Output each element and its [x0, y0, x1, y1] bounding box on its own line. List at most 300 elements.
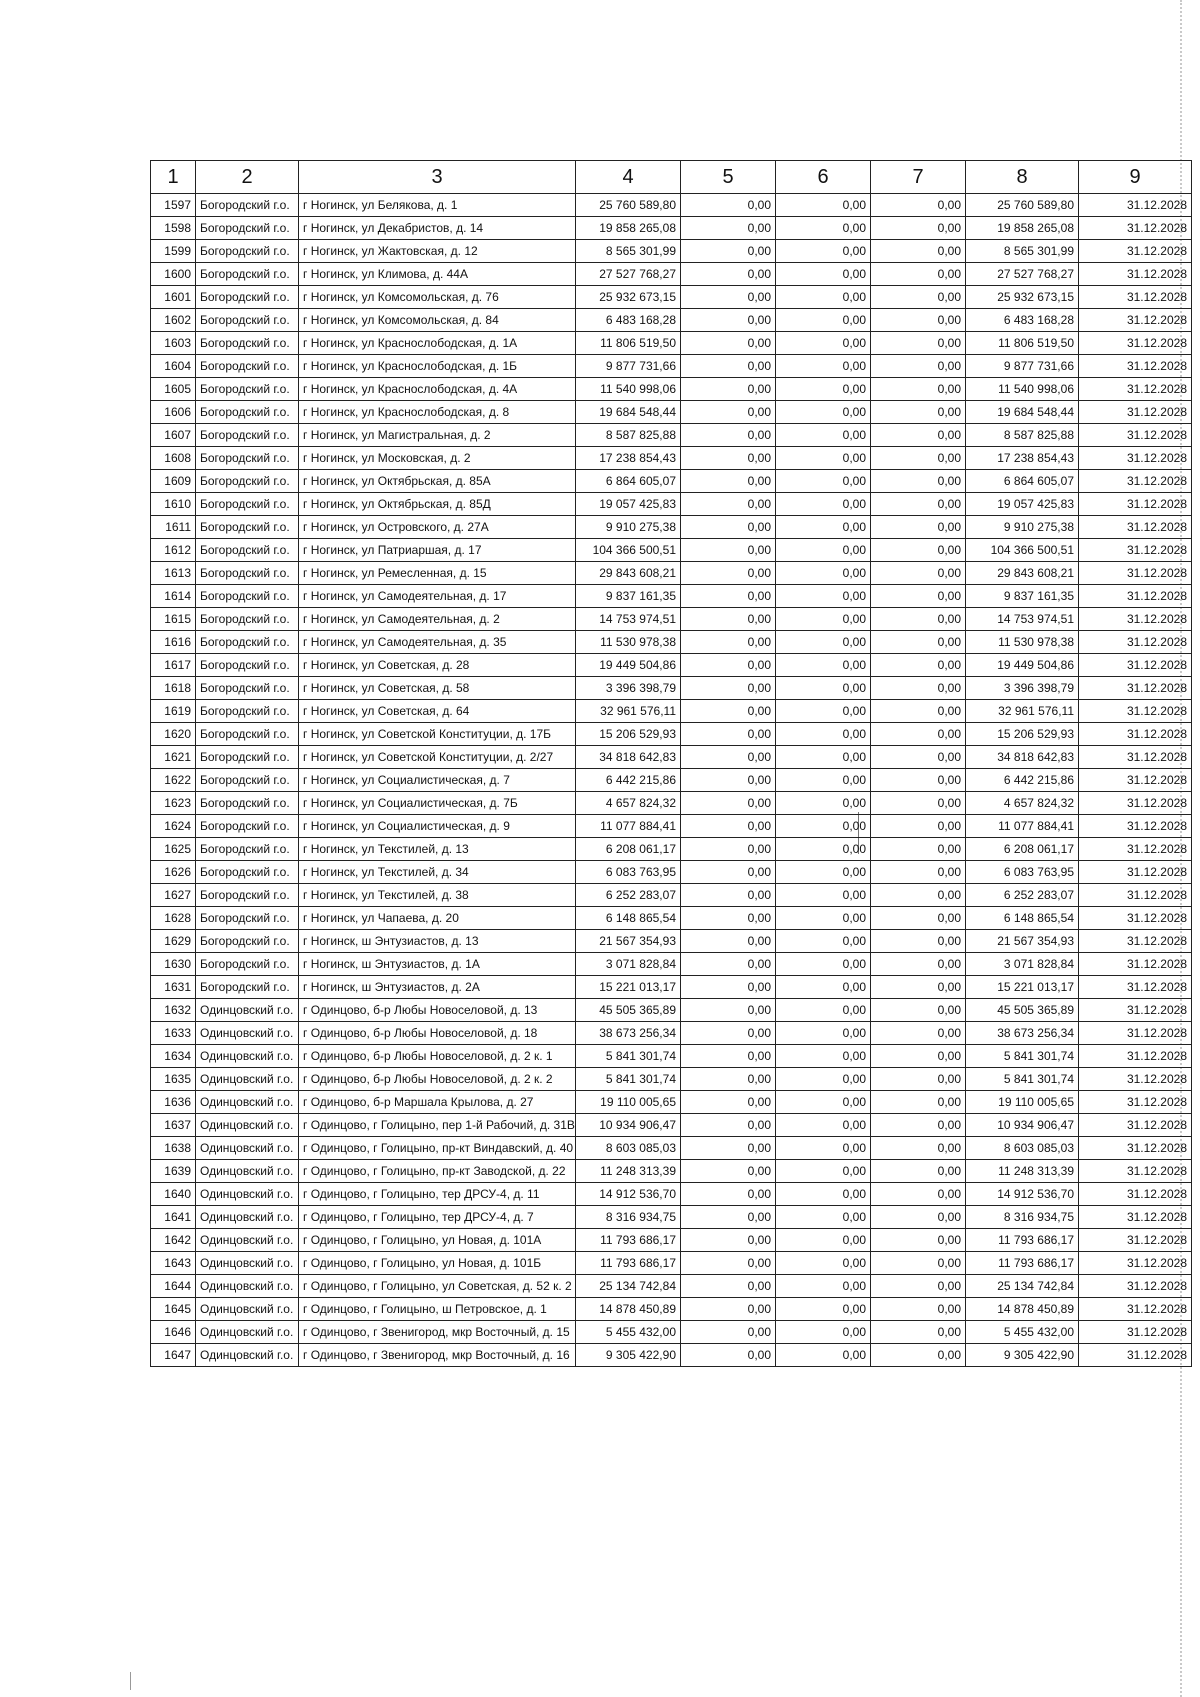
value-cell-7: 0,00	[871, 424, 966, 447]
table-row	[151, 1183, 1192, 1206]
address-cell: г Ногинск, ул Ремесленная, д. 15	[299, 562, 576, 585]
value-cell-7: 0,00	[871, 355, 966, 378]
value-cell-5: 0,00	[681, 907, 776, 930]
amount-cell: 6 483 168,28	[966, 309, 1079, 332]
row-number-cell: 1611	[151, 516, 196, 539]
table-row	[151, 516, 1192, 539]
value-cell-7: 0,00	[871, 585, 966, 608]
value-cell-7: 0,00	[871, 562, 966, 585]
total-cost-cell: 104 366 500,51	[576, 539, 681, 562]
amount-cell: 19 684 548,44	[966, 401, 1079, 424]
deadline-cell: 31.12.2028	[1079, 240, 1192, 263]
table-row	[151, 1229, 1192, 1252]
address-cell: г Ногинск, ул Текстилей, д. 34	[299, 861, 576, 884]
amount-cell: 38 673 256,34	[966, 1022, 1079, 1045]
total-cost-cell: 14 878 450,89	[576, 1298, 681, 1321]
row-number-cell: 1633	[151, 1022, 196, 1045]
municipality-cell: Богородский г.о.	[196, 792, 299, 815]
deadline-cell: 31.12.2028	[1079, 769, 1192, 792]
total-cost-cell: 6 252 283,07	[576, 884, 681, 907]
value-cell-6: 0,00	[776, 585, 871, 608]
municipality-cell: Одинцовский г.о.	[196, 1137, 299, 1160]
value-cell-5: 0,00	[681, 309, 776, 332]
amount-cell: 11 806 519,50	[966, 332, 1079, 355]
address-cell: г Ногинск, ул Социалистическая, д. 9	[299, 815, 576, 838]
total-cost-cell: 9 305 422,90	[576, 1344, 681, 1367]
address-cell: г Ногинск, ул Самодеятельная, д. 17	[299, 585, 576, 608]
value-cell-6: 0,00	[776, 677, 871, 700]
value-cell-7: 0,00	[871, 1275, 966, 1298]
value-cell-6: 0,00	[776, 700, 871, 723]
amount-cell: 8 587 825,88	[966, 424, 1079, 447]
address-cell: г Ногинск, ул Социалистическая, д. 7Б	[299, 792, 576, 815]
value-cell-5: 0,00	[681, 1045, 776, 1068]
table-row	[151, 815, 1192, 838]
row-number-cell: 1639	[151, 1160, 196, 1183]
total-cost-cell: 29 843 608,21	[576, 562, 681, 585]
deadline-cell: 31.12.2028	[1079, 1091, 1192, 1114]
value-cell-7: 0,00	[871, 1045, 966, 1068]
value-cell-6: 0,00	[776, 1091, 871, 1114]
deadline-cell: 31.12.2028	[1079, 1229, 1192, 1252]
row-number-cell: 1632	[151, 999, 196, 1022]
table-row	[151, 332, 1192, 355]
total-cost-cell: 11 077 884,41	[576, 815, 681, 838]
value-cell-7: 0,00	[871, 263, 966, 286]
amount-cell: 104 366 500,51	[966, 539, 1079, 562]
municipality-cell: Богородский г.о.	[196, 631, 299, 654]
value-cell-7: 0,00	[871, 1229, 966, 1252]
row-number-cell: 1616	[151, 631, 196, 654]
table-row	[151, 1321, 1192, 1344]
address-cell: г Одинцово, г Голицыно, тер ДРСУ-4, д. 7	[299, 1206, 576, 1229]
value-cell-5: 0,00	[681, 1252, 776, 1275]
table-row	[151, 1137, 1192, 1160]
amount-cell: 15 206 529,93	[966, 723, 1079, 746]
value-cell-7: 0,00	[871, 907, 966, 930]
address-cell: г Ногинск, ул Самодеятельная, д. 2	[299, 608, 576, 631]
value-cell-6: 0,00	[776, 999, 871, 1022]
table-row	[151, 1206, 1192, 1229]
total-cost-cell: 11 793 686,17	[576, 1252, 681, 1275]
amount-cell: 14 753 974,51	[966, 608, 1079, 631]
value-cell-7: 0,00	[871, 999, 966, 1022]
row-number-cell: 1642	[151, 1229, 196, 1252]
value-cell-7: 0,00	[871, 1252, 966, 1275]
address-cell: г Ногинск, ул Комсомольская, д. 76	[299, 286, 576, 309]
amount-cell: 9 910 275,38	[966, 516, 1079, 539]
amount-cell: 5 841 301,74	[966, 1045, 1079, 1068]
municipality-cell: Одинцовский г.о.	[196, 1114, 299, 1137]
table-row	[151, 424, 1192, 447]
value-cell-6: 0,00	[776, 930, 871, 953]
value-cell-5: 0,00	[681, 263, 776, 286]
value-cell-5: 0,00	[681, 1275, 776, 1298]
table-row	[151, 539, 1192, 562]
value-cell-7: 0,00	[871, 1183, 966, 1206]
municipality-cell: Богородский г.о.	[196, 240, 299, 263]
address-cell: г Одинцово, г Звенигород, мкр Восточный, д. 15	[299, 1321, 576, 1344]
value-cell-5: 0,00	[681, 861, 776, 884]
deadline-cell: 31.12.2028	[1079, 1321, 1192, 1344]
value-cell-5: 0,00	[681, 677, 776, 700]
address-cell: г Одинцово, г Звенигород, мкр Восточный, д. 16	[299, 1344, 576, 1367]
document-sheet	[150, 160, 1187, 1367]
deadline-cell: 31.12.2028	[1079, 447, 1192, 470]
table-row	[151, 1298, 1192, 1321]
deadline-cell: 31.12.2028	[1079, 401, 1192, 424]
municipality-cell: Богородский г.о.	[196, 723, 299, 746]
value-cell-6: 0,00	[776, 355, 871, 378]
total-cost-cell: 5 841 301,74	[576, 1045, 681, 1068]
amount-cell: 32 961 576,11	[966, 700, 1079, 723]
value-cell-6: 0,00	[776, 470, 871, 493]
total-cost-cell: 19 449 504,86	[576, 654, 681, 677]
value-cell-6: 0,00	[776, 769, 871, 792]
total-cost-cell: 11 248 313,39	[576, 1160, 681, 1183]
value-cell-5: 0,00	[681, 516, 776, 539]
municipality-cell: Одинцовский г.о.	[196, 1321, 299, 1344]
deadline-cell: 31.12.2028	[1079, 424, 1192, 447]
total-cost-cell: 19 684 548,44	[576, 401, 681, 424]
value-cell-5: 0,00	[681, 355, 776, 378]
table-row	[151, 769, 1192, 792]
table-body	[151, 194, 1192, 1367]
amount-cell: 15 221 013,17	[966, 976, 1079, 999]
amount-cell: 19 110 005,65	[966, 1091, 1079, 1114]
deadline-cell: 31.12.2028	[1079, 286, 1192, 309]
deadline-cell: 31.12.2028	[1079, 861, 1192, 884]
row-number-cell: 1606	[151, 401, 196, 424]
table-row	[151, 953, 1192, 976]
municipality-cell: Богородский г.о.	[196, 516, 299, 539]
amount-cell: 19 858 265,08	[966, 217, 1079, 240]
value-cell-6: 0,00	[776, 332, 871, 355]
value-cell-6: 0,00	[776, 631, 871, 654]
deadline-cell: 31.12.2028	[1079, 194, 1192, 217]
value-cell-5: 0,00	[681, 884, 776, 907]
municipality-cell: Богородский г.о.	[196, 378, 299, 401]
value-cell-6: 0,00	[776, 263, 871, 286]
value-cell-6: 0,00	[776, 1298, 871, 1321]
table-row	[151, 861, 1192, 884]
table-row	[151, 585, 1192, 608]
table-row	[151, 355, 1192, 378]
deadline-cell: 31.12.2028	[1079, 677, 1192, 700]
row-number-cell: 1612	[151, 539, 196, 562]
table-row	[151, 194, 1192, 217]
address-cell: г Ногинск, ул Климова, д. 44А	[299, 263, 576, 286]
total-cost-cell: 19 858 265,08	[576, 217, 681, 240]
amount-cell: 11 793 686,17	[966, 1229, 1079, 1252]
deadline-cell: 31.12.2028	[1079, 723, 1192, 746]
deadline-cell: 31.12.2028	[1079, 516, 1192, 539]
address-cell: г Ногинск, ул Краснослободская, д. 1Б	[299, 355, 576, 378]
value-cell-6: 0,00	[776, 884, 871, 907]
address-cell: г Ногинск, ул Краснослободская, д. 1А	[299, 332, 576, 355]
value-cell-6: 0,00	[776, 608, 871, 631]
row-number-cell: 1607	[151, 424, 196, 447]
value-cell-7: 0,00	[871, 1068, 966, 1091]
value-cell-7: 0,00	[871, 286, 966, 309]
amount-cell: 5 455 432,00	[966, 1321, 1079, 1344]
value-cell-5: 0,00	[681, 746, 776, 769]
value-cell-5: 0,00	[681, 470, 776, 493]
municipality-cell: Одинцовский г.о.	[196, 1068, 299, 1091]
value-cell-7: 0,00	[871, 378, 966, 401]
row-number-cell: 1597	[151, 194, 196, 217]
total-cost-cell: 8 603 085,03	[576, 1137, 681, 1160]
value-cell-6: 0,00	[776, 401, 871, 424]
deadline-cell: 31.12.2028	[1079, 930, 1192, 953]
address-cell: г Ногинск, ул Краснослободская, д. 8	[299, 401, 576, 424]
amount-cell: 11 540 998,06	[966, 378, 1079, 401]
municipality-cell: Богородский г.о.	[196, 746, 299, 769]
column-header: 9	[1079, 161, 1192, 194]
amount-cell: 3 071 828,84	[966, 953, 1079, 976]
column-number-row	[151, 161, 1192, 194]
address-cell: г Ногинск, ул Социалистическая, д. 7	[299, 769, 576, 792]
value-cell-5: 0,00	[681, 1229, 776, 1252]
value-cell-5: 0,00	[681, 585, 776, 608]
amount-cell: 4 657 824,32	[966, 792, 1079, 815]
amount-cell: 25 760 589,80	[966, 194, 1079, 217]
amount-cell: 6 864 605,07	[966, 470, 1079, 493]
value-cell-5: 0,00	[681, 1160, 776, 1183]
column-header: 8	[966, 161, 1079, 194]
value-cell-5: 0,00	[681, 838, 776, 861]
amount-cell: 6 148 865,54	[966, 907, 1079, 930]
value-cell-5: 0,00	[681, 378, 776, 401]
municipality-cell: Богородский г.о.	[196, 309, 299, 332]
municipality-cell: Богородский г.о.	[196, 976, 299, 999]
value-cell-6: 0,00	[776, 493, 871, 516]
value-cell-5: 0,00	[681, 539, 776, 562]
total-cost-cell: 6 208 061,17	[576, 838, 681, 861]
table-row	[151, 1114, 1192, 1137]
value-cell-7: 0,00	[871, 217, 966, 240]
value-cell-6: 0,00	[776, 194, 871, 217]
table-row	[151, 470, 1192, 493]
table-row	[151, 608, 1192, 631]
row-number-cell: 1608	[151, 447, 196, 470]
row-number-cell: 1615	[151, 608, 196, 631]
row-number-cell: 1644	[151, 1275, 196, 1298]
value-cell-5: 0,00	[681, 700, 776, 723]
row-number-cell: 1627	[151, 884, 196, 907]
deadline-cell: 31.12.2028	[1079, 792, 1192, 815]
value-cell-7: 0,00	[871, 493, 966, 516]
amount-cell: 29 843 608,21	[966, 562, 1079, 585]
deadline-cell: 31.12.2028	[1079, 1068, 1192, 1091]
address-cell: г Ногинск, ул Октябрьская, д. 85А	[299, 470, 576, 493]
deadline-cell: 31.12.2028	[1079, 838, 1192, 861]
total-cost-cell: 6 083 763,95	[576, 861, 681, 884]
value-cell-5: 0,00	[681, 930, 776, 953]
value-cell-7: 0,00	[871, 1298, 966, 1321]
deadline-cell: 31.12.2028	[1079, 378, 1192, 401]
amount-cell: 11 530 978,38	[966, 631, 1079, 654]
row-number-cell: 1636	[151, 1091, 196, 1114]
amount-cell: 6 208 061,17	[966, 838, 1079, 861]
amount-cell: 9 877 731,66	[966, 355, 1079, 378]
address-cell: г Ногинск, ул Текстилей, д. 38	[299, 884, 576, 907]
address-cell: г Ногинск, ул Островского, д. 27А	[299, 516, 576, 539]
address-cell: г Ногинск, ш Энтузиастов, д. 13	[299, 930, 576, 953]
address-cell: г Одинцово, г Голицыно, пр-кт Виндавский, д. 40	[299, 1137, 576, 1160]
amount-cell: 14 878 450,89	[966, 1298, 1079, 1321]
table-row	[151, 1252, 1192, 1275]
deadline-cell: 31.12.2028	[1079, 585, 1192, 608]
municipality-cell: Богородский г.о.	[196, 608, 299, 631]
address-cell: г Ногинск, ул Жактовская, д. 12	[299, 240, 576, 263]
address-cell: г Ногинск, ул Белякова, д. 1	[299, 194, 576, 217]
value-cell-7: 0,00	[871, 930, 966, 953]
row-number-cell: 1625	[151, 838, 196, 861]
amount-cell: 19 449 504,86	[966, 654, 1079, 677]
value-cell-6: 0,00	[776, 953, 871, 976]
deadline-cell: 31.12.2028	[1079, 700, 1192, 723]
table-row	[151, 654, 1192, 677]
row-number-cell: 1603	[151, 332, 196, 355]
municipality-cell: Богородский г.о.	[196, 194, 299, 217]
column-header: 1	[151, 161, 196, 194]
amount-cell: 11 077 884,41	[966, 815, 1079, 838]
address-cell: г Ногинск, ул Чапаева, д. 20	[299, 907, 576, 930]
deadline-cell: 31.12.2028	[1079, 1022, 1192, 1045]
table-row	[151, 1068, 1192, 1091]
amount-cell: 21 567 354,93	[966, 930, 1079, 953]
column-header: 5	[681, 161, 776, 194]
total-cost-cell: 6 483 168,28	[576, 309, 681, 332]
address-cell: г Ногинск, ул Самодеятельная, д. 35	[299, 631, 576, 654]
value-cell-7: 0,00	[871, 1137, 966, 1160]
value-cell-6: 0,00	[776, 539, 871, 562]
address-cell: г Ногинск, ул Краснослободская, д. 4А	[299, 378, 576, 401]
amount-cell: 45 505 365,89	[966, 999, 1079, 1022]
value-cell-7: 0,00	[871, 838, 966, 861]
municipality-cell: Одинцовский г.о.	[196, 1298, 299, 1321]
column-header: 2	[196, 161, 299, 194]
row-number-cell: 1598	[151, 217, 196, 240]
table-row	[151, 1275, 1192, 1298]
deadline-cell: 31.12.2028	[1079, 815, 1192, 838]
value-cell-5: 0,00	[681, 493, 776, 516]
value-cell-6: 0,00	[776, 1022, 871, 1045]
table-row	[151, 240, 1192, 263]
total-cost-cell: 5 841 301,74	[576, 1068, 681, 1091]
address-cell: г Ногинск, ул Советская, д. 28	[299, 654, 576, 677]
scan-artifact-tick	[130, 1672, 131, 1690]
total-cost-cell: 10 934 906,47	[576, 1114, 681, 1137]
municipality-cell: Одинцовский г.о.	[196, 1275, 299, 1298]
deadline-cell: 31.12.2028	[1079, 332, 1192, 355]
value-cell-6: 0,00	[776, 907, 871, 930]
address-cell: г Одинцово, г Голицыно, ш Петровское, д. 1	[299, 1298, 576, 1321]
address-cell: г Одинцово, г Голицыно, пер 1-й Рабочий, д. 31В	[299, 1114, 576, 1137]
municipality-cell: Одинцовский г.о.	[196, 1183, 299, 1206]
value-cell-5: 0,00	[681, 240, 776, 263]
value-cell-5: 0,00	[681, 654, 776, 677]
address-cell: г Ногинск, ул Московская, д. 2	[299, 447, 576, 470]
amount-cell: 9 837 161,35	[966, 585, 1079, 608]
municipality-cell: Богородский г.о.	[196, 424, 299, 447]
municipality-cell: Богородский г.о.	[196, 539, 299, 562]
value-cell-6: 0,00	[776, 838, 871, 861]
value-cell-5: 0,00	[681, 194, 776, 217]
value-cell-7: 0,00	[871, 861, 966, 884]
deadline-cell: 31.12.2028	[1079, 1137, 1192, 1160]
value-cell-7: 0,00	[871, 1022, 966, 1045]
municipality-cell: Богородский г.о.	[196, 355, 299, 378]
value-cell-6: 0,00	[776, 1114, 871, 1137]
row-number-cell: 1620	[151, 723, 196, 746]
municipality-cell: Богородский г.о.	[196, 953, 299, 976]
amount-cell: 25 932 673,15	[966, 286, 1079, 309]
row-number-cell: 1647	[151, 1344, 196, 1367]
row-number-cell: 1618	[151, 677, 196, 700]
row-number-cell: 1600	[151, 263, 196, 286]
row-number-cell: 1604	[151, 355, 196, 378]
address-cell: г Ногинск, ул Советской Конституции, д. 17Б	[299, 723, 576, 746]
row-number-cell: 1628	[151, 907, 196, 930]
table-row	[151, 378, 1192, 401]
amount-cell: 10 934 906,47	[966, 1114, 1079, 1137]
value-cell-7: 0,00	[871, 1091, 966, 1114]
value-cell-5: 0,00	[681, 286, 776, 309]
municipality-cell: Богородский г.о.	[196, 930, 299, 953]
address-cell: г Одинцово, б-р Любы Новоселовой, д. 18	[299, 1022, 576, 1045]
deadline-cell: 31.12.2028	[1079, 539, 1192, 562]
row-number-cell: 1643	[151, 1252, 196, 1275]
total-cost-cell: 6 864 605,07	[576, 470, 681, 493]
row-number-cell: 1610	[151, 493, 196, 516]
row-number-cell: 1634	[151, 1045, 196, 1068]
deadline-cell: 31.12.2028	[1079, 1298, 1192, 1321]
table-row	[151, 838, 1192, 861]
value-cell-6: 0,00	[776, 1045, 871, 1068]
row-number-cell: 1630	[151, 953, 196, 976]
value-cell-5: 0,00	[681, 1206, 776, 1229]
municipality-cell: Богородский г.о.	[196, 286, 299, 309]
row-number-cell: 1605	[151, 378, 196, 401]
value-cell-6: 0,00	[776, 516, 871, 539]
deadline-cell: 31.12.2028	[1079, 746, 1192, 769]
table-row	[151, 263, 1192, 286]
total-cost-cell: 14 753 974,51	[576, 608, 681, 631]
total-cost-cell: 6 148 865,54	[576, 907, 681, 930]
amount-cell: 14 912 536,70	[966, 1183, 1079, 1206]
address-cell: г Одинцово, г Голицыно, ул Новая, д. 101А	[299, 1229, 576, 1252]
row-number-cell: 1621	[151, 746, 196, 769]
value-cell-6: 0,00	[776, 654, 871, 677]
municipality-cell: Богородский г.о.	[196, 861, 299, 884]
address-cell: г Одинцово, б-р Любы Новоселовой, д. 2 к. 1	[299, 1045, 576, 1068]
table-row	[151, 1091, 1192, 1114]
total-cost-cell: 5 455 432,00	[576, 1321, 681, 1344]
total-cost-cell: 9 837 161,35	[576, 585, 681, 608]
table-row	[151, 999, 1192, 1022]
total-cost-cell: 4 657 824,32	[576, 792, 681, 815]
deadline-cell: 31.12.2028	[1079, 1275, 1192, 1298]
address-cell: г Одинцово, г Голицыно, ул Советская, д. 52 к. 2	[299, 1275, 576, 1298]
row-number-cell: 1624	[151, 815, 196, 838]
value-cell-6: 0,00	[776, 1252, 871, 1275]
row-number-cell: 1638	[151, 1137, 196, 1160]
deadline-cell: 31.12.2028	[1079, 1206, 1192, 1229]
value-cell-6: 0,00	[776, 217, 871, 240]
value-cell-5: 0,00	[681, 631, 776, 654]
